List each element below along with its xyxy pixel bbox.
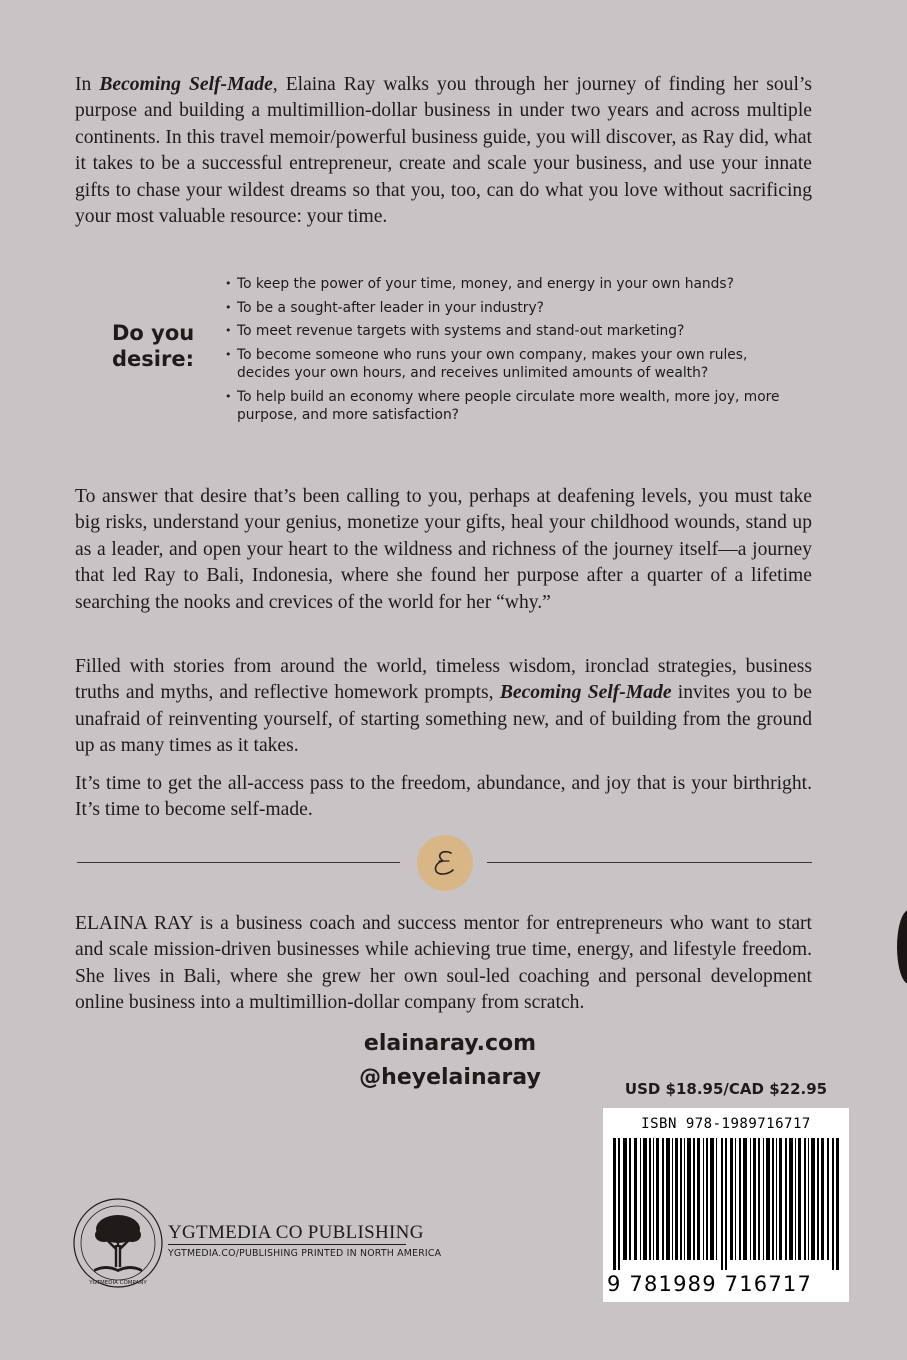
publisher-tagline: YGTMEDIA.CO/PUBLISHING PRINTED IN NORTH AMERICA [168,1248,442,1259]
desire-list [225,275,785,430]
publisher-seal-text: YGTMEDIA COMPANY [89,1280,147,1286]
book-title-filled: Becoming Self-Made [499,682,672,704]
price-label: USD $18.95/CAD $22.95 [624,1080,828,1098]
desire-heading-line1: Do you [112,321,195,345]
intro-lead: In [75,74,100,95]
desire-item: • To help build an economy where people circulate more wealth, more joy, more purpose, and more satisfaction? [225,388,785,425]
barcode-number: 9 781989 716717 [607,1272,813,1296]
desire-item: • To keep the power of your time, money, and energy in your own hands? [225,275,785,294]
edge-shape [897,910,907,984]
filled-body: invites you to be unafraid of reinventing yourself, of starting something new, and of building from the ground up as many times as it takes. [75,682,812,757]
desire-item: • To become someone who runs your own company, makes your own rules, decides your own hours, and receives unlimited amounts of wealth? [225,346,785,383]
divider-left [77,862,400,863]
author-social-handle[interactable]: @heyelainaray [359,1065,541,1090]
desire-heading [112,320,194,372]
answer-paragraph: To answer that desire that’s been calling to you, perhaps at deafening levels, you must take big risks, understand your genius, monetize your gifts, heal your childhood wounds, stand up as a leader, and open your heart to the wildness and richness of the journey itself—a journey that led Ray to Bali, Indonesia, where she found her purpose after a quarter of a lifetime searching the nooks and crevices of the world for her “why.” [75,486,812,613]
monogram-e-icon [425,843,465,883]
barcode-bars-icon [613,1138,839,1270]
isbn-barcode [603,1108,849,1302]
intro-paragraph [75,72,812,230]
intro-body: , Elaina Ray walks you through her journey of finding her soul’s purpose and building a multimillion-dollar business in under two years and across multiple continents. In this travel memoir/powerful business guide, you will discover, as Ray did, what it takes to be a successful entrepreneur, create and scale your business, and use your innate gifts to chase your wildest dreams so that you, too, can do what you love without sacrificing your most valuable resource: your time. [75,74,812,228]
desire-item: • To be a sought-after leader in your industry? [225,299,785,318]
author-website[interactable]: elainaray.com [363,1031,537,1056]
author-bio: ELAINA RAY is a business coach and success mentor for entrepreneurs who want to start and scale mission-driven businesses while achieving true time, energy, and lifestyle freedom. She lives in Bali, where she grew her own soul-led coaching and personal development online business into a multimillion-dollar company from scratch. [75,913,812,1014]
publisher-tree-logo [72,1197,164,1289]
filled-paragraph [75,654,812,760]
isbn-label: ISBN 978-1989716717 [641,1116,811,1132]
book-title-intro: Becoming Self-Made [99,74,273,95]
monogram-badge [417,835,473,891]
publisher-name: YGTMEDIA CO PUBLISHING [168,1222,424,1243]
desire-heading-line2: desire: [112,347,194,371]
divider-right [487,862,812,863]
desire-item: • To meet revenue targets with systems and stand-out marketing? [225,322,785,341]
closing-paragraph: It’s time to get the all-access pass to the freedom, abundance, and joy that is your birthright. It’s time to become self-made. [75,773,812,821]
filled-lead: Filled with stories from around the world, timeless wisdom, ironclad strategies, business truths and myths, and reflective homework prompts, [75,656,812,704]
publisher-rule [168,1244,406,1245]
